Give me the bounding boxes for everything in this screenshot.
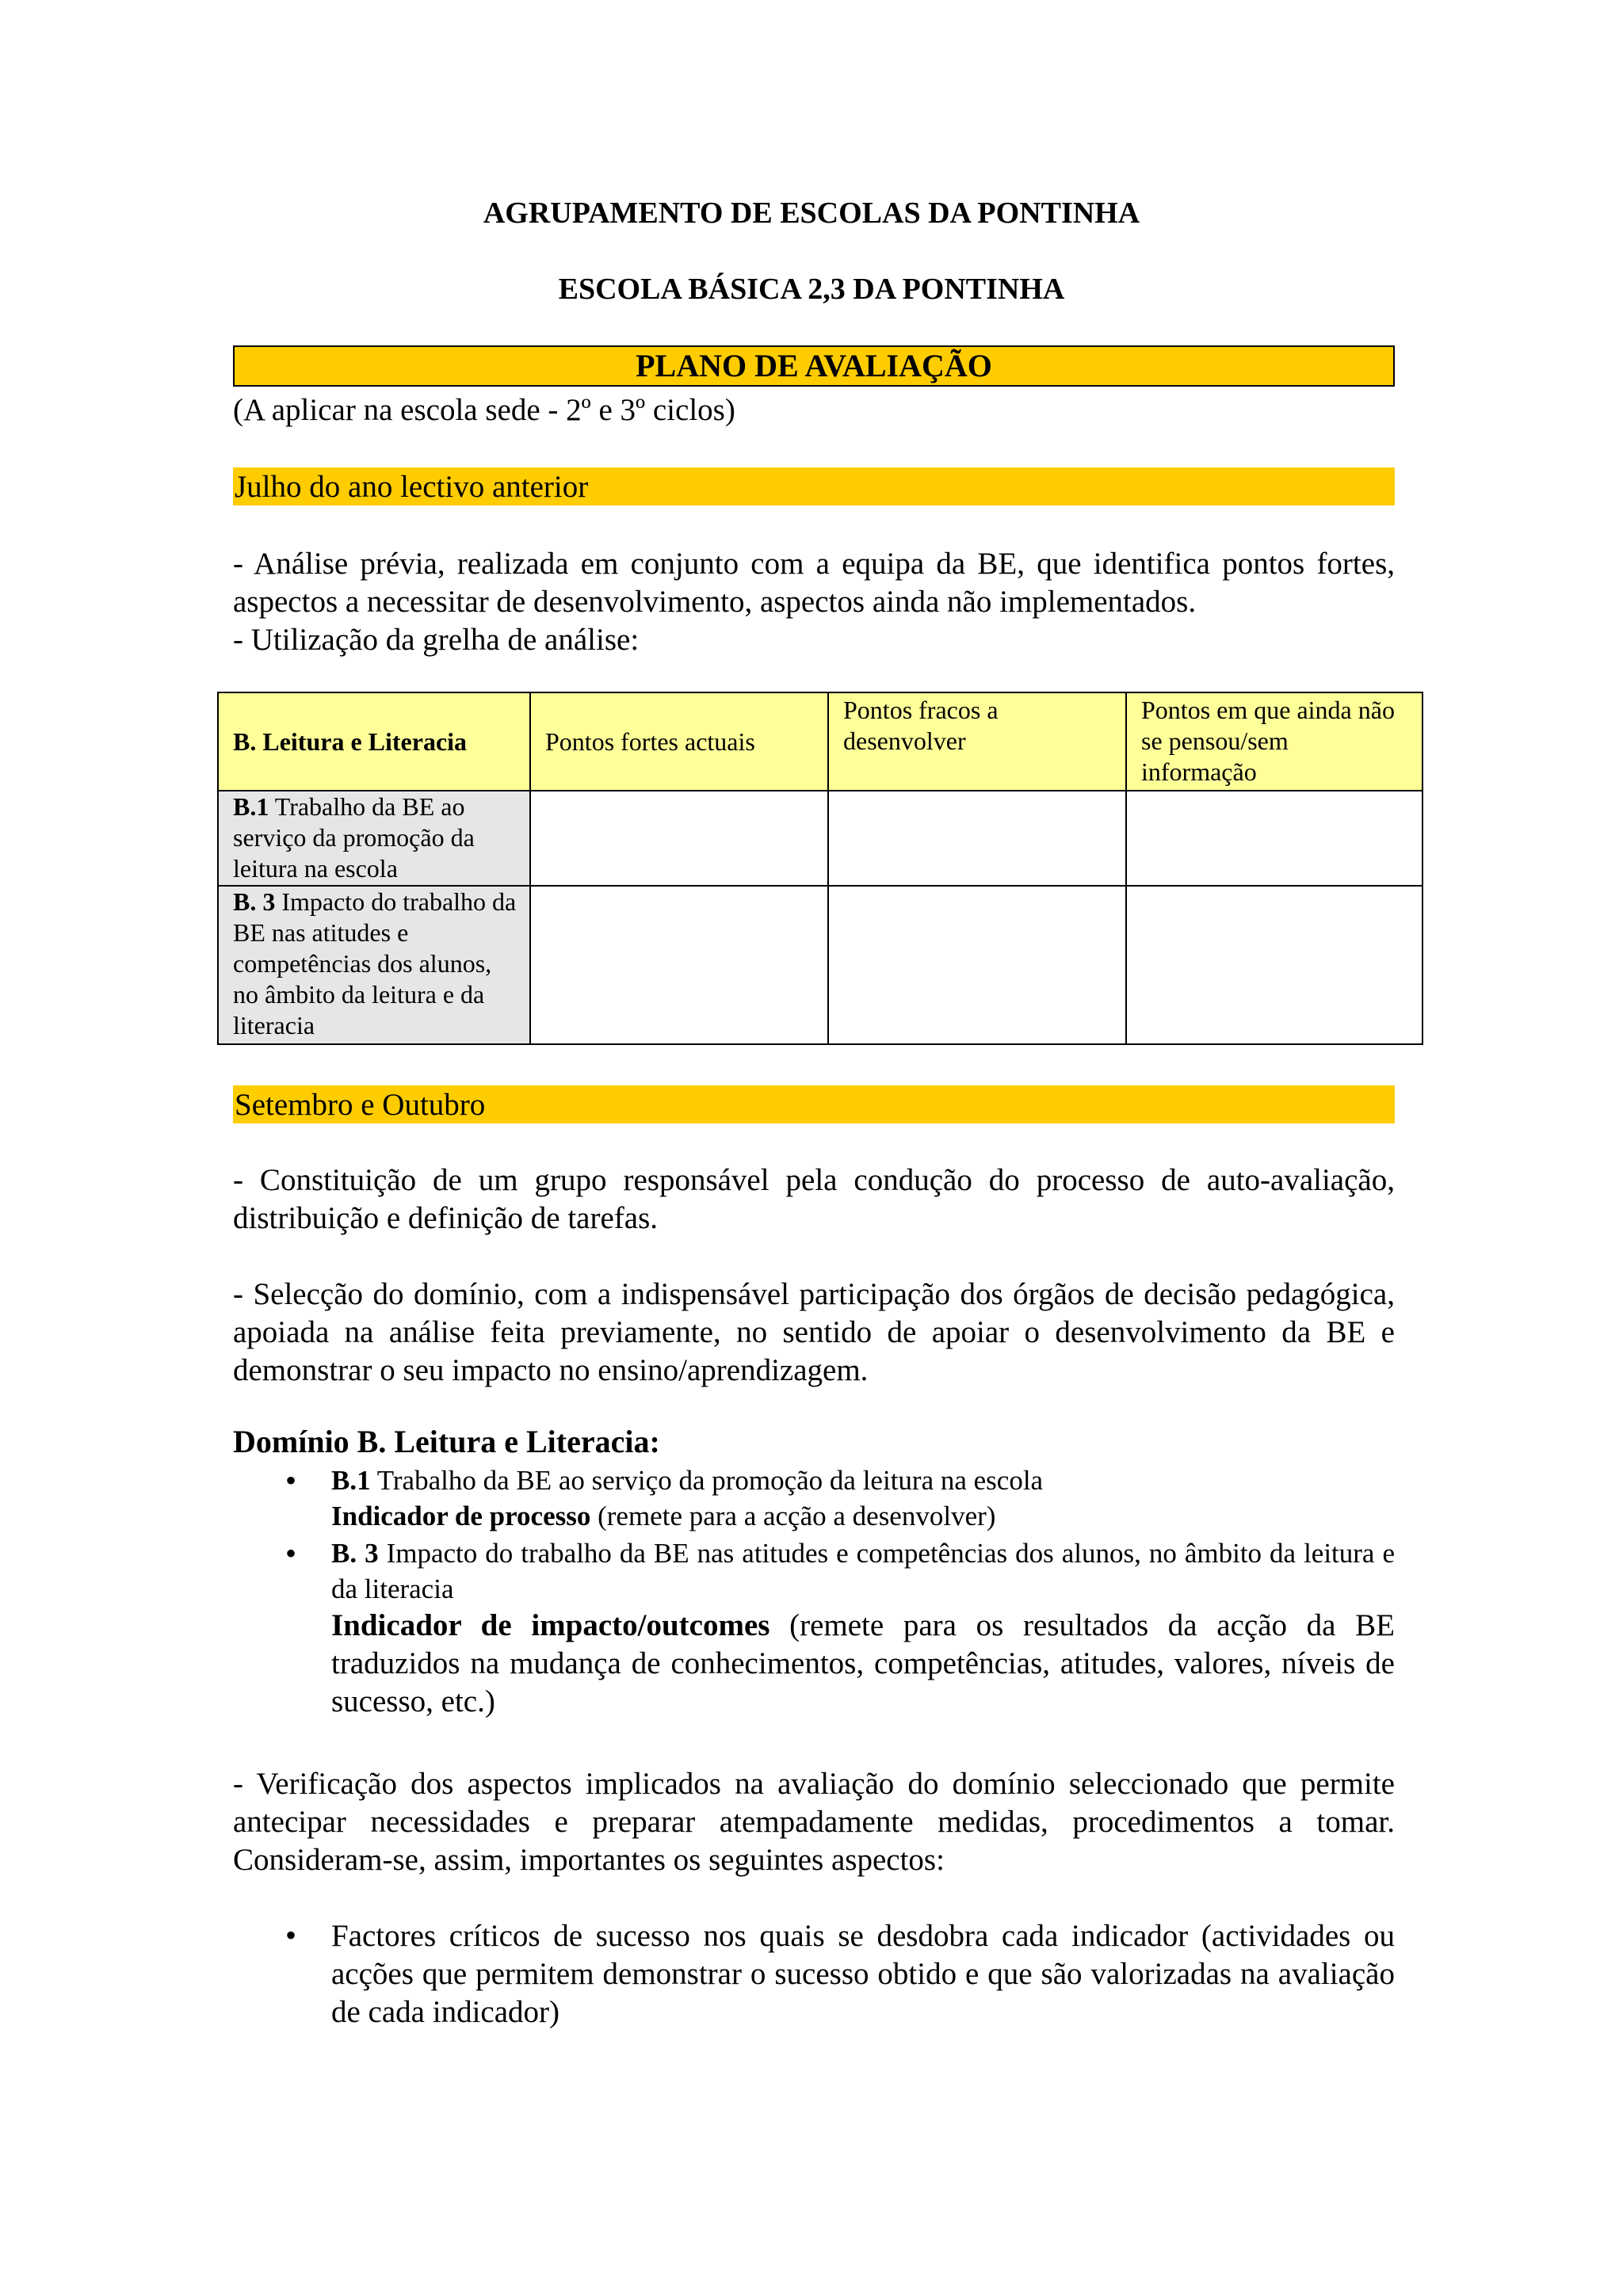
school-title: ESCOLA BÁSICA 2,3 DA PONTINHA [558, 273, 1065, 306]
critical-factors-item: Factores críticos de sucesso nos quais se desdobra cada indicador (actividades ou acções que permitem demonstrar o sucesso obtido e que são valorizadas na avaliação de cada indicador) [331, 1919, 1395, 2029]
domain-item-code: B. 3 [331, 1538, 379, 1569]
row-code: B.1 [233, 792, 269, 821]
row-text: Impacto do trabalho da BE nas atitudes e competências dos alunos, no âmbito da leitura e da literacia [233, 887, 517, 1039]
domain-item-code: B.1 [331, 1465, 371, 1496]
table-row-header-b1 [218, 791, 530, 886]
analysis-grid-table [217, 692, 1423, 1045]
table-cell-empty [828, 886, 1126, 1044]
bullet-icon: • [285, 1463, 297, 1498]
table-cell-empty [530, 886, 828, 1044]
table-header-unconsidered: Pontos em que ainda não se pensou/sem informação [1126, 692, 1423, 791]
domain-title: Domínio B. Leitura e Literacia: [233, 1424, 660, 1459]
table-header-row [218, 692, 1423, 791]
table-row [218, 791, 1423, 886]
domain-item-line [331, 1535, 1395, 1607]
analysis-paragraph: - Análise prévia, realizada em conjunto com a equipa da BE, que identifica pontos fortes, aspectos a necessitar de desenvolvimento, aspectos ainda não implementados. [233, 547, 1395, 619]
table-row-header-b3 [218, 886, 530, 1044]
domain-selection-paragraph: - Selecção do domínio, com a indispensável participação dos órgãos de decisão pedagógica, apoiada na análise feita previamente, no sentido de apoiar o desenvolvimento da BE e demonstrar o seu impacto no ensino/aprendizagem. [233, 1277, 1395, 1387]
domain-item-line [331, 1463, 1395, 1498]
bullet-icon: • [285, 1535, 297, 1571]
indicator-text: (remete para os resultados da acção da BE traduzidos na mudança de conhecimentos, competências, atitudes, valores, níveis de sucesso, etc.) [331, 1608, 1395, 1718]
group-constitution-paragraph: - Constituição de um grupo responsável pela condução do processo de auto-avaliação, distribuição e definição de tarefas. [233, 1163, 1395, 1235]
plan-subtitle: (A aplicar na escola sede - 2º e 3º ciclos) [233, 393, 735, 427]
indicator-label: Indicador de impacto/outcomes [331, 1608, 770, 1642]
table-cell-empty [828, 791, 1126, 886]
row-text: Trabalho da BE ao serviço da promoção da leitura na escola [233, 792, 475, 883]
table-header-weaknesses: Pontos fracos a desenvolver [828, 692, 1126, 791]
bullet-icon: • [285, 1917, 297, 1953]
table-cell-empty [530, 791, 828, 886]
domain-item-b3 [331, 1535, 1395, 1721]
indicator-text: (remete para a acção a desenvolver) [590, 1501, 996, 1531]
table-cell-empty [1126, 791, 1423, 886]
table-cell-empty [1126, 886, 1423, 1044]
table-row [218, 886, 1423, 1044]
domain-item-text: Impacto do trabalho da BE nas atitudes e competências dos alunos, no âmbito da leitura e da literacia [331, 1538, 1395, 1604]
section-heading-september: Setembro e Outubro [233, 1085, 1395, 1123]
section-heading-july: Julho do ano lectivo anterior [233, 467, 1395, 505]
school-group-title: AGRUPAMENTO DE ESCOLAS DA PONTINHA [483, 196, 1140, 230]
verification-paragraph: - Verificação dos aspectos implicados na avaliação do domínio seleccionado que permite antecipar necessidades e preparar atempadamente medidas, procedimentos a tomar. Consideram-se, assim, importantes os seguintes aspectos: [233, 1767, 1395, 1877]
row-code: B. 3 [233, 887, 276, 916]
indicator-line [331, 1607, 1395, 1721]
indicator-label: Indicador de processo [331, 1501, 591, 1531]
table-header-domain: B. Leitura e Literacia [218, 692, 530, 791]
domain-item-b1 [331, 1463, 1395, 1534]
plan-title: PLANO DE AVALIAÇÃO [233, 345, 1395, 387]
domain-item-text: Trabalho da BE ao serviço da promoção da leitura na escola [370, 1465, 1044, 1496]
indicator-line [331, 1498, 1395, 1534]
table-header-strengths: Pontos fortes actuais [530, 692, 828, 791]
grid-usage-paragraph: - Utilização da grelha de análise: [233, 623, 640, 657]
